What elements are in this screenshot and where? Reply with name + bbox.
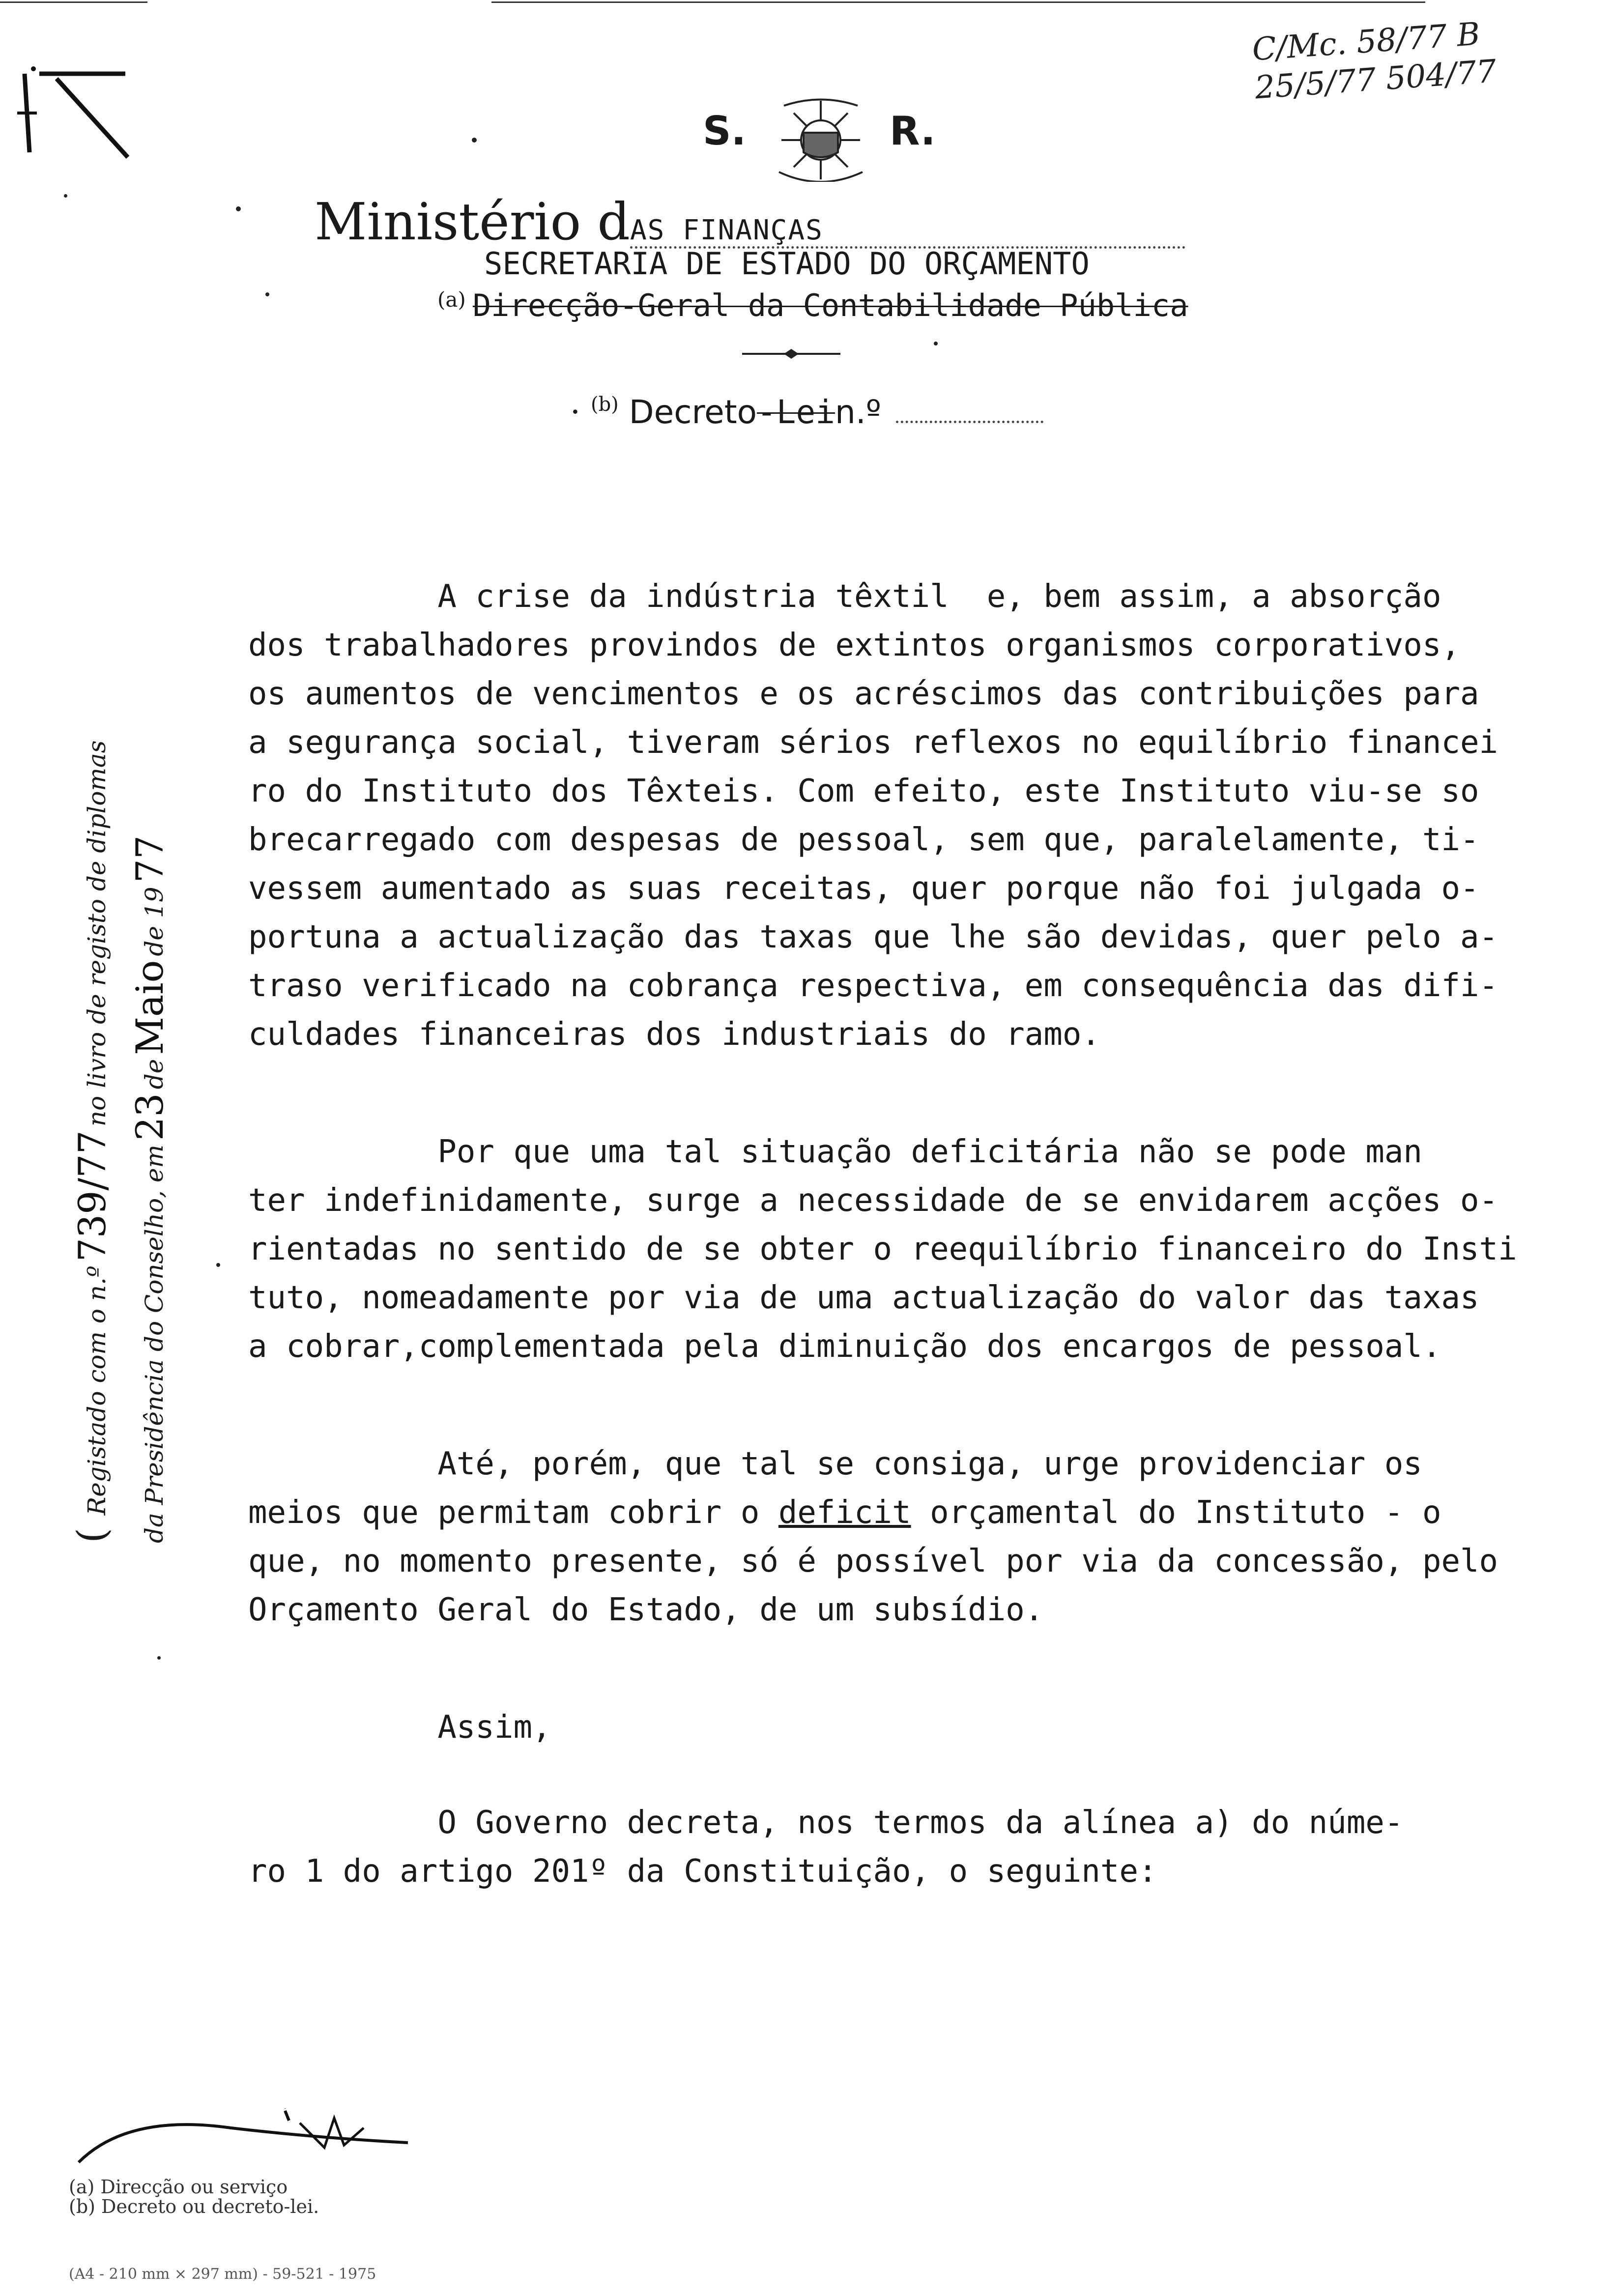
body-line: Por que uma tal situação deficitária não se pode man (248, 1134, 1422, 1170)
scan-speck (934, 342, 938, 345)
body-line: Orçamento Geral do Estado, de um subsídio. (248, 1592, 1044, 1628)
paragraph-gap (248, 1371, 1575, 1440)
decreto-footnote-marker: (b) (590, 393, 619, 416)
decreto-line (570, 393, 1043, 431)
top-rule (0, 0, 1612, 4)
body-line: O Governo decreta, nos termos da alínea a) do núme- (248, 1805, 1404, 1841)
decreto-prefix: Decreto (629, 393, 757, 431)
registo-month: Maio (128, 960, 172, 1055)
body-line: que, no momento presente, só é possível por via da concessão, pelo (248, 1543, 1498, 1579)
body-line: Até, porém, que tal se consiga, urge providenciar os (248, 1446, 1422, 1482)
scan-speck (64, 194, 67, 198)
corner-handwritten-mark (10, 54, 138, 162)
paragraph-2 (248, 1128, 1575, 1371)
handwritten-reference-line2: 25/5/77 504/77 (1253, 53, 1498, 107)
print-code: (A4 - 210 mm × 297 mm) - 59-521 - 1975 (69, 2266, 376, 2283)
body-line: ro 1 do artigo 201º da Constituição, o seguinte: (248, 1853, 1157, 1890)
direccao-footnote-marker: (a) (437, 287, 466, 312)
body-line: traso verificado na cobrança respectiva, em consequência das difi- (248, 968, 1498, 1004)
scan-speck (157, 1656, 161, 1660)
body-line: tuto, nomeadamente por via de uma actualização do valor das taxas (248, 1280, 1479, 1316)
registo-text-2: no livro de registo de diplomas (83, 740, 111, 1127)
body-line: Assim, (248, 1709, 551, 1746)
body-line (248, 1489, 1575, 1537)
registo-year: 77 (128, 835, 172, 883)
coat-of-arms-icon (769, 98, 872, 182)
header-r: R. (890, 108, 936, 154)
decreto-lei: -Lei (757, 393, 835, 431)
body-line: portuna a actualização das taxas que lhe são devidas, quer pelo a- (248, 919, 1498, 955)
decreto-suffix: n.º (835, 393, 881, 431)
footer-notes (69, 2177, 319, 2216)
body-line-part: orçamental do Instituto - o (911, 1494, 1441, 1531)
registo-text-1: Registado com o n.º (83, 1265, 111, 1516)
registo-day: 23 (128, 1093, 172, 1141)
body-line-part: meios que permitam cobrir o (248, 1494, 778, 1531)
ministry-line (315, 192, 1297, 251)
decree-body (248, 573, 1575, 1896)
scan-speck (472, 138, 477, 143)
body-line: os aumentos de vencimentos e os acréscimos das contribuições para (248, 676, 1479, 712)
footer-handwritten-flourish (69, 2108, 413, 2167)
deficit-underlined: deficit (778, 1494, 911, 1531)
scan-speck (265, 292, 269, 296)
paragraph-3 (248, 1440, 1575, 1635)
body-line: dos trabalhadores provindos de extintos organismos corporativos, (248, 627, 1460, 663)
ministry-label: Ministério d (315, 192, 630, 252)
registo-margin-note (64, 600, 182, 1543)
handwritten-reference-line1: C/Mc. 58/77 B (1251, 16, 1481, 68)
sr-header (703, 98, 949, 197)
top-rule-left (0, 1, 147, 3)
body-line: ter indefinidamente, surge a necessidade de se envidarem acções o- (248, 1182, 1498, 1219)
decreto-bullet: · (570, 393, 591, 431)
paragraph-gap (248, 1059, 1575, 1128)
body-line: culdades financeiras dos industriais do ramo. (248, 1016, 1100, 1053)
footnote-b: (b) Decreto ou decreto-lei. (69, 2196, 319, 2217)
scan-speck (236, 206, 241, 211)
registo-text-4: de (140, 1059, 169, 1090)
body-line: ro do Instituto dos Têxteis. Com efeito, este Instituto viu-se so (248, 773, 1479, 809)
scan-speck (216, 1263, 220, 1267)
top-rule-right (491, 1, 1425, 3)
registo-text-3: da Presidência do Conselho, em (140, 1145, 169, 1543)
direccao-line (437, 287, 1188, 323)
footnote-a: (a) Direcção ou serviço (69, 2176, 288, 2198)
decreto-number-blank (896, 421, 1043, 423)
body-line: a segurança social, tiveram sérios reflexos no equilíbrio financei (248, 724, 1498, 761)
paragraph-gap (248, 1635, 1575, 1703)
body-line: a cobrar,complementada pela diminuição dos encargos de pessoal. (248, 1328, 1441, 1365)
ministry-name: AS FINANÇAS (630, 214, 1185, 249)
divider-ornament (742, 344, 840, 364)
registo-open-paren: ( (69, 1515, 115, 1543)
direccao-text: Direcção-Geral da Contabilidade Pública (472, 287, 1188, 323)
registo-line-1 (69, 600, 118, 1543)
secretaria-line: SECRETARIA DE ESTADO DO ORÇAMENTO (484, 246, 1090, 282)
registo-number: 739/77 (70, 1130, 114, 1262)
paragraph-gap (248, 1752, 1575, 1799)
header-s: S. (703, 108, 747, 154)
body-line: rientadas no sentido de se obter o reequilíbrio financeiro do Insti (248, 1231, 1517, 1267)
body-line: vessem aumentado as suas receitas, quer porque não foi julgada o- (248, 870, 1479, 907)
body-line: brecarregado com despesas de pessoal, sem que, paralelamente, ti- (248, 822, 1479, 858)
body-line: A crise da indústria têxtil e, bem assim, a absorção (248, 578, 1441, 615)
registo-text-5: de 19 (140, 887, 169, 956)
handwritten-reference (1251, 9, 1575, 108)
registo-line-2 (128, 600, 177, 1543)
paragraph-1 (248, 573, 1575, 1059)
paragraph-5 (248, 1799, 1575, 1896)
paragraph-4 (248, 1703, 1575, 1752)
